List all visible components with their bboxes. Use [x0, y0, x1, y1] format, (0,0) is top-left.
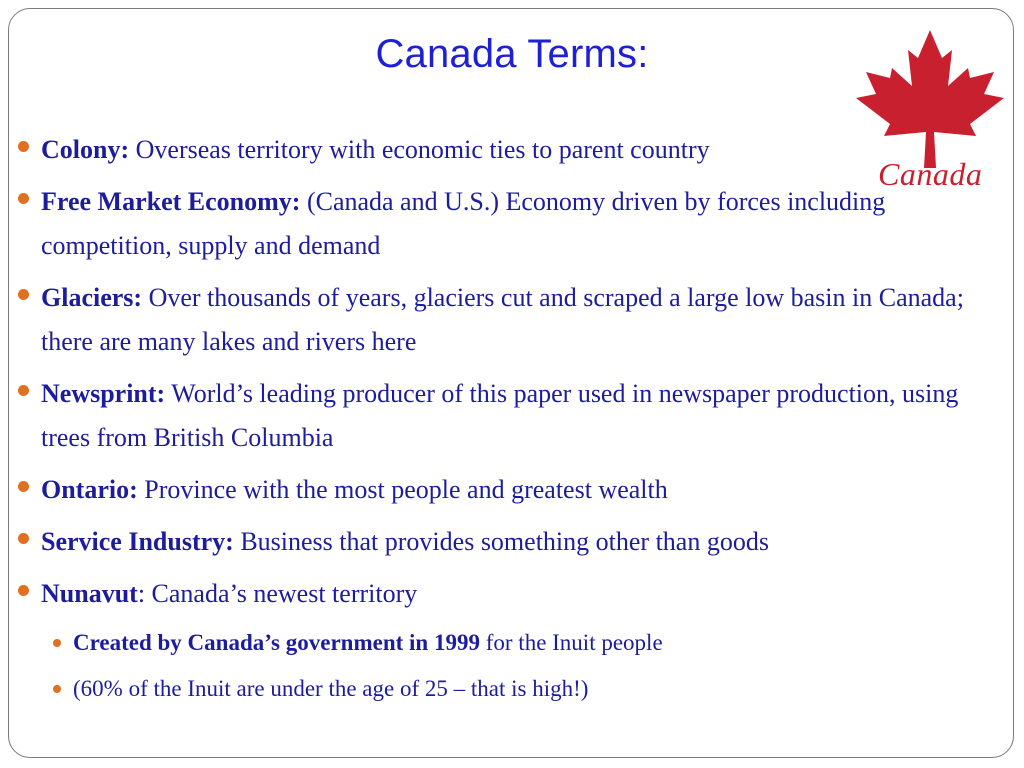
logo-wordmark: Canada	[878, 156, 983, 192]
nunavut-subpoints	[41, 620, 1006, 712]
subpoint-text: for the Inuit people	[479, 630, 663, 655]
term-definition: World’s leading producer of this paper used in newspaper production, using trees from British Columbia	[41, 379, 959, 452]
term-label: Nunavut	[41, 579, 138, 608]
list-item	[16, 468, 1006, 512]
sub-list-item	[41, 620, 1006, 666]
term-definition: Overseas territory with economic ties to parent country	[129, 135, 710, 164]
list-item	[16, 520, 1006, 564]
term-label: Service Industry:	[41, 527, 234, 556]
slide-title: Canada Terms:	[375, 32, 649, 76]
list-item	[16, 180, 1006, 268]
subpoint-text: (60% of the Inuit are under the age of 25 – that is high!)	[73, 676, 589, 701]
term-label: Free Market Economy:	[41, 187, 301, 216]
term-label: Colony:	[41, 135, 130, 164]
list-item	[16, 372, 1006, 460]
term-label: Ontario:	[41, 475, 138, 504]
term-definition: Business that provides something other than goods	[233, 527, 769, 556]
list-item	[16, 572, 1006, 712]
sub-list-item	[41, 666, 1006, 712]
terms-list	[16, 128, 1006, 720]
term-label: Glaciers:	[41, 283, 143, 312]
subpoint-bold: Created by Canada’s government in 1999	[73, 630, 480, 655]
term-label: Newsprint:	[41, 379, 166, 408]
term-definition: (Canada and U.S.) Economy driven by forces including competition, supply and demand	[41, 187, 886, 260]
term-definition: Province with the most people and greatest wealth	[137, 475, 668, 504]
term-definition: : Canada’s newest territory	[137, 579, 418, 608]
list-item	[16, 128, 1006, 172]
term-definition: Over thousands of years, glaciers cut and scraped a large low basin in Canada; there are many lakes and rivers here	[41, 283, 964, 356]
list-item	[16, 276, 1006, 364]
